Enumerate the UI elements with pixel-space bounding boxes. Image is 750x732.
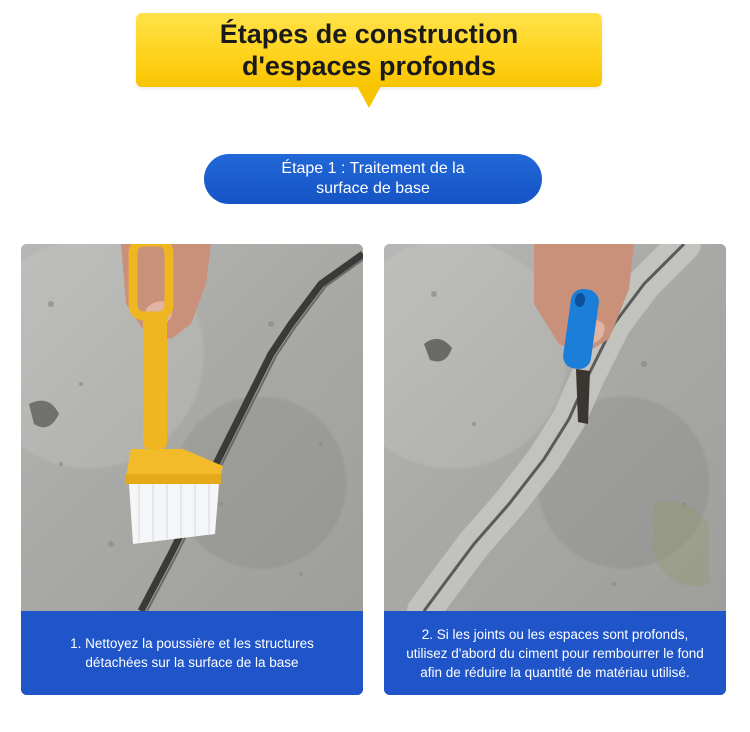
- step-card-2: [384, 244, 726, 695]
- step-heading-line-1: Étape 1 : Traitement de la: [281, 160, 465, 177]
- caption-2-line-2: utilisez d'abord du ciment pour rembourrer le fond: [406, 645, 704, 661]
- caption-2-line-1: 2. Si les joints ou les espaces sont profonds,: [421, 626, 689, 642]
- title-line-2: d'espaces profonds: [242, 51, 496, 81]
- step-card-1: [21, 244, 363, 695]
- step-heading-pill: [204, 154, 542, 204]
- concrete-crack-putty-knife-photo: [384, 244, 726, 611]
- step-heading-line-2: surface de base: [316, 180, 430, 197]
- step-card-2-caption: [384, 611, 726, 695]
- title-banner: [136, 13, 602, 87]
- putty-filling-illustration: [384, 244, 726, 611]
- caption-2-line-3: afin de réduire la quantité de matériau utilisé.: [420, 664, 690, 680]
- title-line-1: Étapes de construction: [219, 19, 519, 49]
- caption-1-line-1: 1. Nettoyez la poussière et les structures: [70, 636, 314, 651]
- step-card-1-caption: [21, 611, 363, 695]
- concrete-crack-brush-photo: [21, 244, 363, 611]
- caption-1-line-2: détachées sur la surface de la base: [85, 655, 299, 670]
- brush-cleaning-illustration: [21, 244, 363, 611]
- title-pointer: [357, 86, 381, 108]
